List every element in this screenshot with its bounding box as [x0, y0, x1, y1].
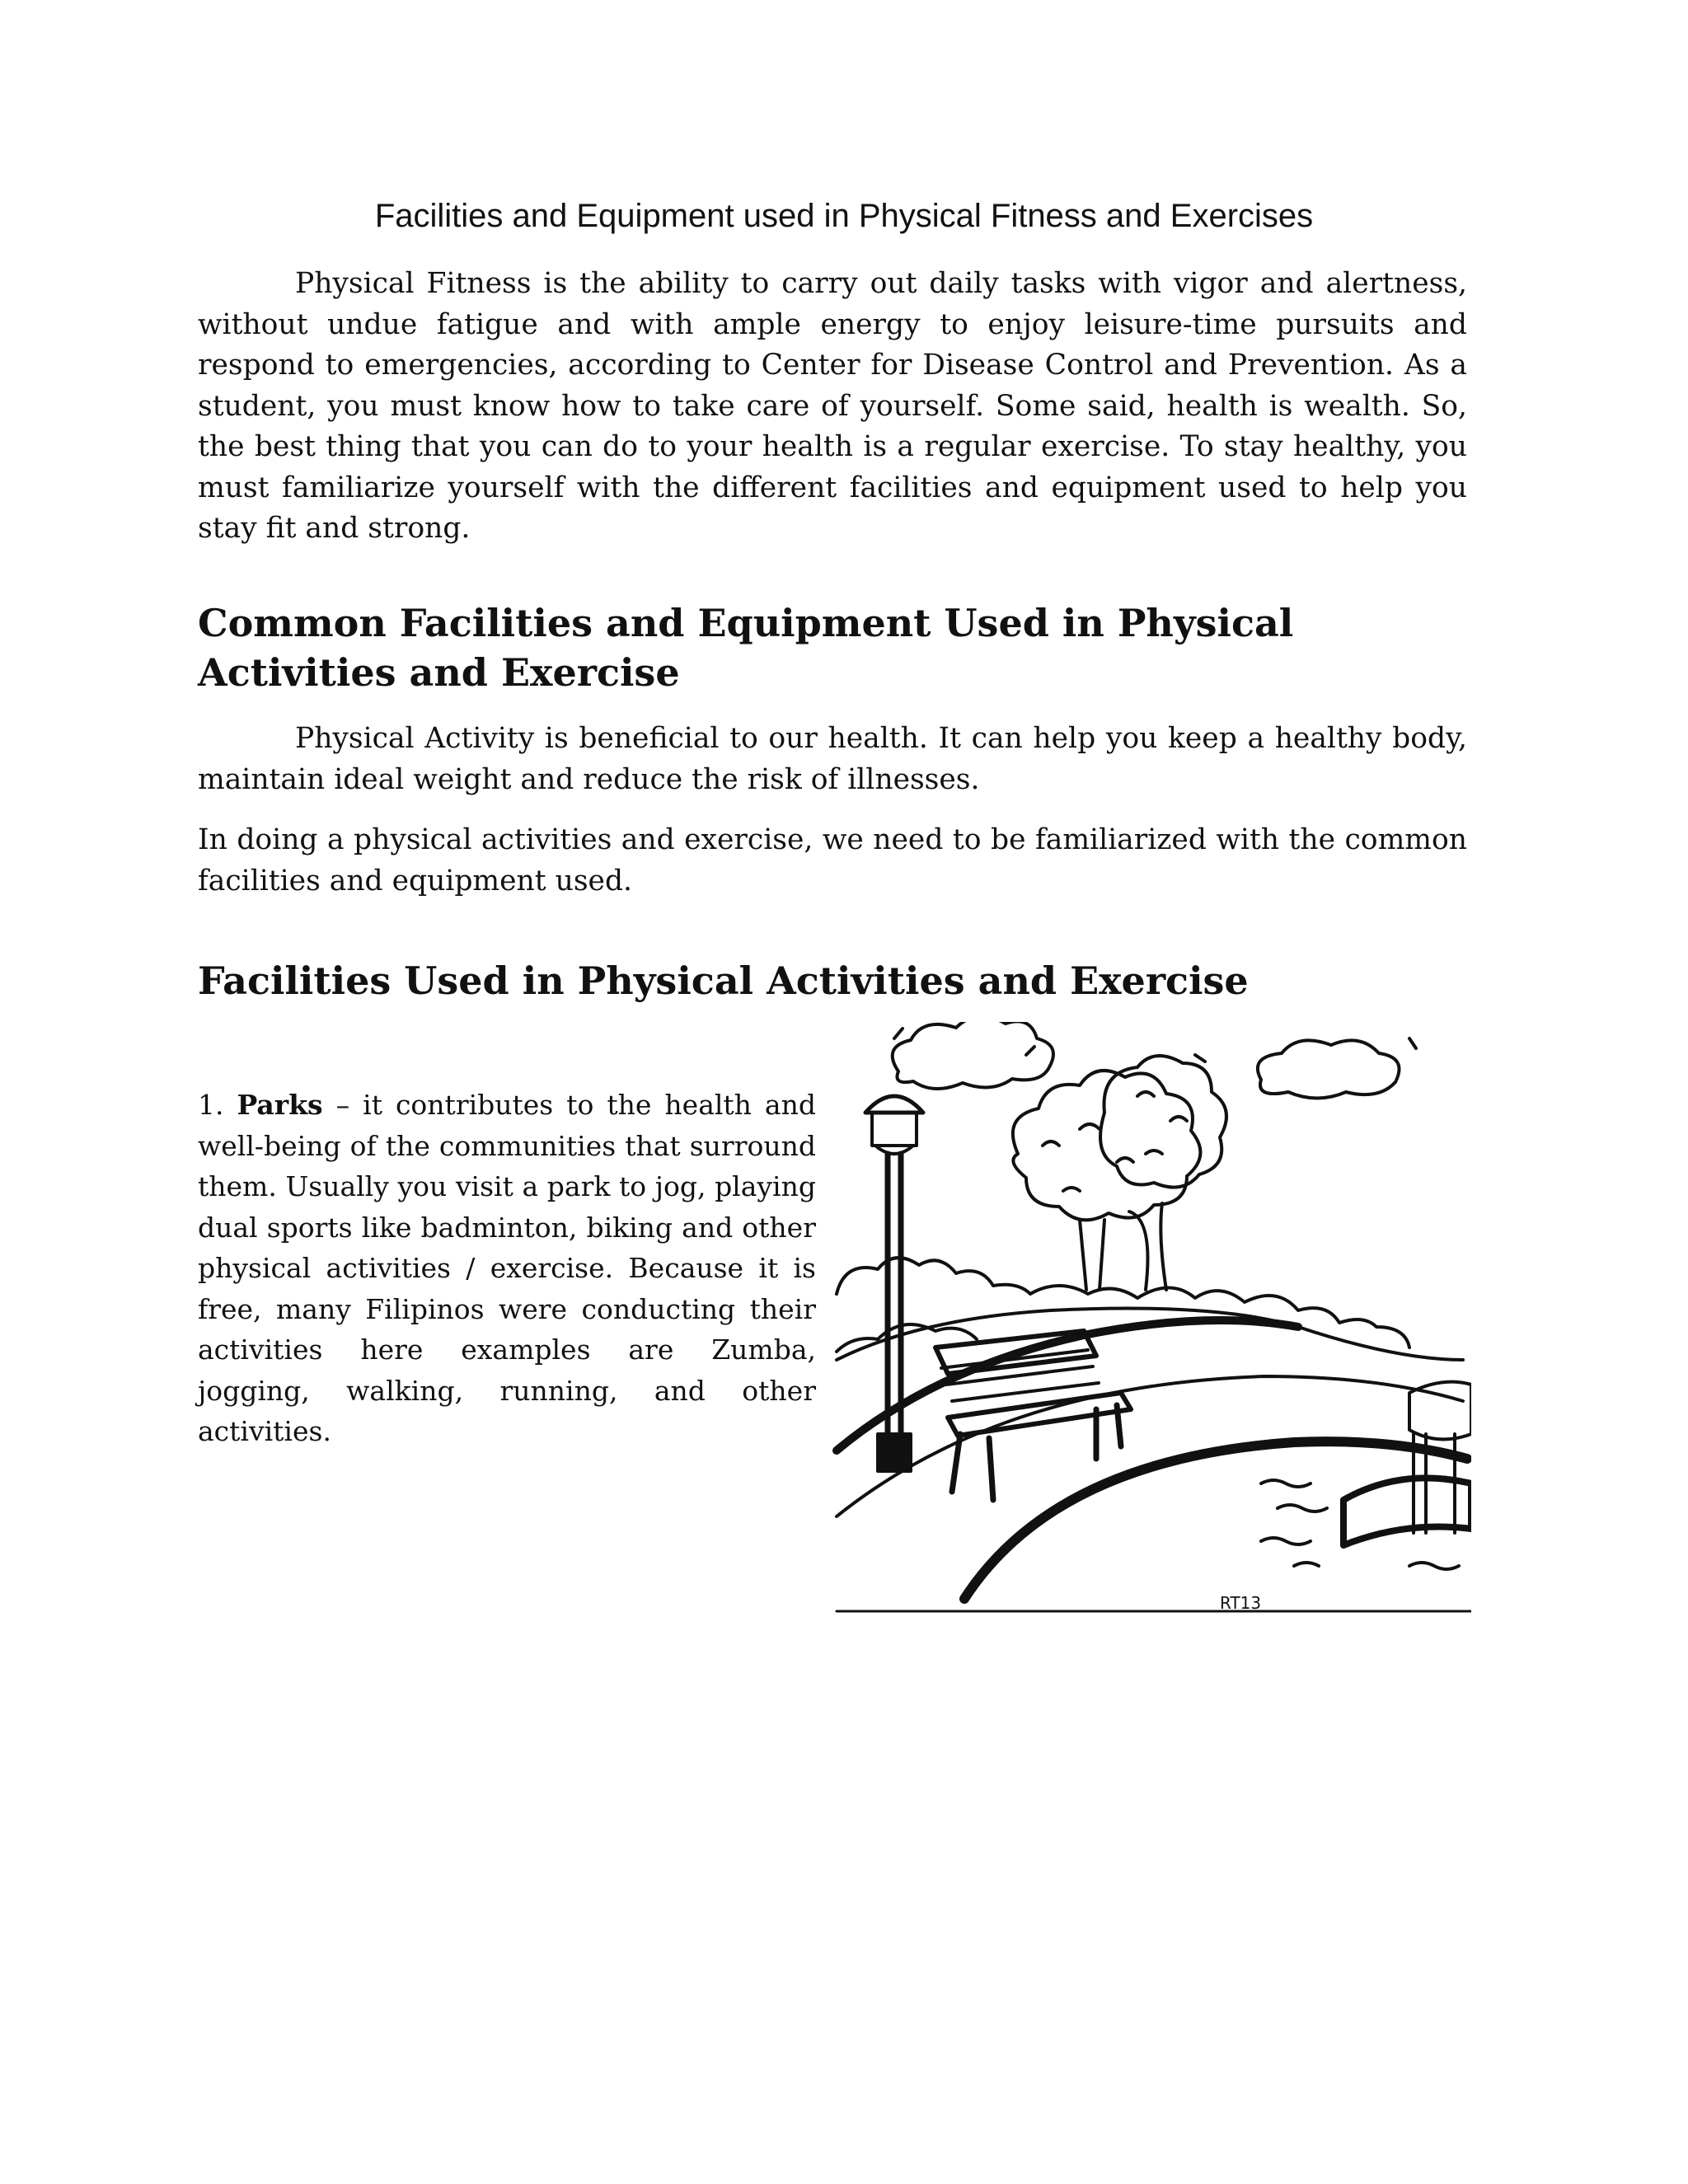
document-title: Facilities and Equipment used in Physical Fitness and Exercises — [374, 198, 1314, 234]
section-heading-facilities-used: Facilities Used in Physical Activities and Exercise — [198, 958, 1249, 1003]
list-item-term: Parks — [237, 1089, 323, 1121]
illustration-signature: RT13 — [1220, 1593, 1262, 1613]
familiarize-paragraph: In doing a physical activities and exercise, we need to be familiarized with the common facilities and equipment used. — [198, 823, 1467, 898]
physical-activity-paragraph: Physical Activity is beneficial to our health. It can help you keep a healthy body, maintain ideal weight and reduce the risk of illnesses. — [198, 722, 1467, 796]
list-item-number: 1. — [198, 1089, 224, 1121]
park-illustration — [832, 1022, 1471, 1615]
list-item-description: – it contributes to the health and well-being of the communities that surround them. Usually you visit a park to jog, playing dual sports like badminton, biking and other physical activities / exercise. Because it is free, many Filipinos were conducting their activities here examples are Zumba, jogging, walking, running, and other activities. — [198, 1089, 816, 1447]
section-heading-common-facilities: Common Facilities and Equipment Used in Physical Activities and Exercise — [198, 601, 1294, 695]
list-item-parks — [198, 1085, 816, 1452]
intro-paragraph: Physical Fitness is the ability to carry out daily tasks with vigor and alertness, without undue fatigue and with ample energy to enjoy leisure-time pursuits and respond to emergencies, according to Center for Disease Control and Prevention. As a student, you must know how to take care of yourself. Some said, health is wealth. So, the best thing that you can do to your health is a regular exercise. To stay healthy, you must familiarize yourself with the different facilities and equipment used to help you stay fit and strong. — [198, 267, 1467, 545]
